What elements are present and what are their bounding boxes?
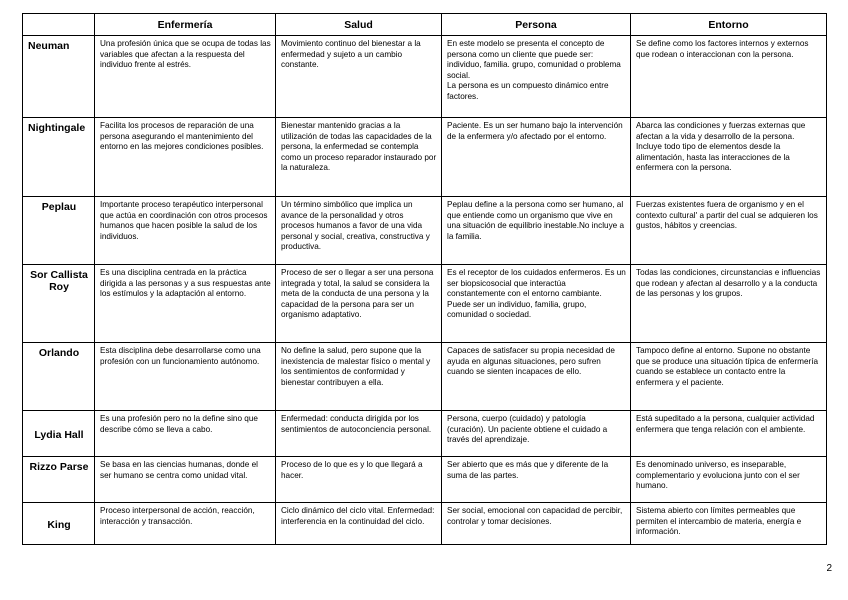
cell-enfermeria: Esta disciplina debe desarrollarse como una profesión con un funcionamiento autónomo. <box>95 343 276 411</box>
cell-persona: Persona, cuerpo (cuidado) y patología (curación). Un paciente obtiene el cuidado a través del aprendizaje. <box>442 411 631 457</box>
table-row <box>23 503 827 545</box>
theorist-name: Peplau <box>23 197 95 265</box>
theorist-name: Sor Callista Roy <box>23 265 95 343</box>
table-row <box>23 118 827 197</box>
theorist-name: Neuman <box>23 36 95 118</box>
cell-entorno: Todas las condiciones, circunstancias e influencias que rodean y afectan al desarrollo y a la conducta de las personas y los grupos. <box>631 265 827 343</box>
cell-salud: Bienestar mantenido gracias a la utilización de todas las capacidades de la persona, la enfermedad se contempla como un proceso reparador instaurado por la naturaleza. <box>276 118 442 197</box>
cell-persona: Ser abierto que es más que y diferente de la suma de las partes. <box>442 457 631 503</box>
theorist-name: Rizzo Parse <box>23 457 95 503</box>
cell-entorno: Sistema abierto con límites permeables que permiten el intercambio de materia, energía e información. <box>631 503 827 545</box>
table-header-row <box>23 14 827 36</box>
cell-enfermeria: Importante proceso terapéutico interpersonal que actúa en coordinación con otros procesos humanos que hacen posible la salud de los individuos. <box>95 197 276 265</box>
cell-salud: Un término simbólico que implica un avance de la personalidad y otros procesos humanos a favor de una vida personal y social, creativa, constructiva y productiva. <box>276 197 442 265</box>
theorist-name: Orlando <box>23 343 95 411</box>
cell-salud: Proceso de lo que es y lo que llegará a hacer. <box>276 457 442 503</box>
cell-persona: Ser social, emocional con capacidad de percibir, controlar y tomar decisiones. <box>442 503 631 545</box>
cell-entorno: Está supeditado a la persona, cualquier actividad enfermera que tenga relación con el ambiente. <box>631 411 827 457</box>
cell-persona: Peplau define a la persona como ser humano, al que entiende como un organismo que vive en una situación de equilibrio inestable.No incluye a la familia. <box>442 197 631 265</box>
cell-persona: Paciente. Es un ser humano bajo la intervención de la enfermera y/o afectado por el entorno. <box>442 118 631 197</box>
header-salud: Salud <box>276 14 442 36</box>
page-number: 2 <box>826 563 832 574</box>
cell-enfermeria: Proceso interpersonal de acción, reacción, interacción y transacción. <box>95 503 276 545</box>
cell-persona: En este modelo se presenta el concepto de persona como un cliente que puede ser: individuo, familia. grupo, comunidad o problema social. La persona es un compuesto dinámico entre factores. <box>442 36 631 118</box>
table-row <box>23 343 827 411</box>
table-row <box>23 457 827 503</box>
table-row <box>23 265 827 343</box>
cell-salud: Movimiento continuo del bienestar a la enfermedad y sujeto a un cambio constante. <box>276 36 442 118</box>
table-row <box>23 411 827 457</box>
theorist-name: Nightingale <box>23 118 95 197</box>
cell-salud: No define la salud, pero supone que la inexistencia de malestar físico o mental y los sentimientos de conformidad y bienestar contribuyen a ella. <box>276 343 442 411</box>
cell-entorno: Abarca las condiciones y fuerzas externas que afectan a la vida y desarrollo de la persona. Incluye todo tipo de elementos desde la alimentación, hasta las interacciones de la enfermera con la persona. <box>631 118 827 197</box>
cell-entorno: Fuerzas existentes fuera de organismo y en el contexto cultural' a partir del cual se adquieren los gustos, hábitos y creencias. <box>631 197 827 265</box>
cell-entorno: Tampoco define al entorno. Supone no obstante que se produce una situación típica de enfermería cuando se establece un contacto entre la enfermera y el paciente. <box>631 343 827 411</box>
cell-enfermeria: Facilita los procesos de reparación de una persona asegurando el mantenimiento del entorno en las mejores condiciones posibles. <box>95 118 276 197</box>
cell-enfermeria: Es una profesión pero no la define sino que describe cómo se lleva a cabo. <box>95 411 276 457</box>
cell-salud: Ciclo dinámico del ciclo vital. Enfermedad: interferencia en la continuidad del ciclo. <box>276 503 442 545</box>
table-row <box>23 36 827 118</box>
theorist-name: Lydia Hall <box>23 411 95 457</box>
nursing-concepts-table <box>22 13 827 545</box>
header-corner <box>23 14 95 36</box>
cell-enfermeria: Es una disciplina centrada en la práctica dirigida a las personas y a sus respuestas ante los estímulos y la adaptación al entorno. <box>95 265 276 343</box>
header-persona: Persona <box>442 14 631 36</box>
cell-persona: Capaces de satisfacer su propia necesidad de ayuda en algunas situaciones, pero sufren cuando se sienten incapaces de ello. <box>442 343 631 411</box>
cell-enfermeria: Una profesión única que se ocupa de todas las variables que afectan a la respuesta del individuo frente al estrés. <box>95 36 276 118</box>
cell-persona: Es el receptor de los cuidados enfermeros. Es un ser biopsicosocial que interactúa constantemente con el entorno cambiante. Puede ser un individuo, familia, grupo, comunidad o sociedad. <box>442 265 631 343</box>
cell-salud: Enfermedad: conducta dirigida por los sentimientos de autoconciencia personal. <box>276 411 442 457</box>
theorist-name: King <box>23 503 95 545</box>
table-row <box>23 197 827 265</box>
cell-enfermeria: Se basa en las ciencias humanas, donde el ser humano se centra como unidad vital. <box>95 457 276 503</box>
cell-entorno: Se define como los factores internos y externos que rodean o interaccionan con la persona. <box>631 36 827 118</box>
cell-salud: Proceso de ser o llegar a ser una persona integrada y total, la salud se considera la meta de la conducta de una persona y la capacidad de la persona para ser un organismo adaptativo. <box>276 265 442 343</box>
header-entorno: Entorno <box>631 14 827 36</box>
cell-entorno: Es denominado universo, es inseparable, complementario y evoluciona junto con el ser humano. <box>631 457 827 503</box>
header-enfermeria: Enfermería <box>95 14 276 36</box>
